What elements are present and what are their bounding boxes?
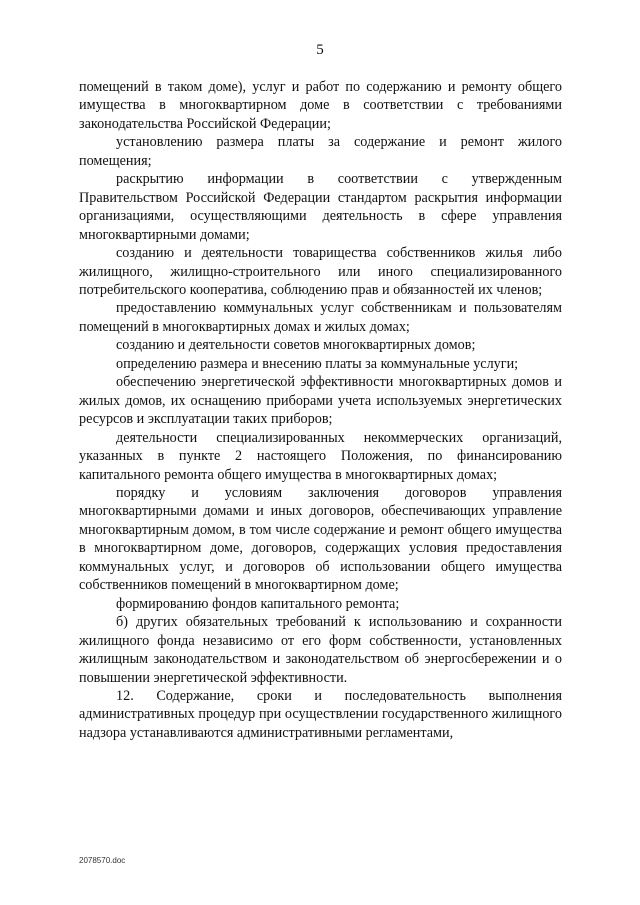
paragraph-9: деятельности специализированных некоммерческих организаций, указанных в пункте 2 настоящего Положения, по финансированию капитального ремонта общего имущества в многоквартирных домах; — [79, 429, 562, 483]
paragraph-11: формированию фондов капитального ремонта; — [116, 595, 400, 612]
paragraph-4: созданию и деятельности товарищества собственников жилья либо жилищного, жилищно-строительного или иного специализированного потребительского кооператива, соблюдению прав и обязанностей их членов; — [79, 245, 562, 298]
document-filename: 2078570.doc — [79, 856, 126, 865]
paragraph-5: предоставлению коммунальных услуг собственникам и пользователям помещений в многоквартирных домах и жилых домах; — [79, 300, 562, 335]
paragraph-7: определению размера и внесению платы за коммунальные услуги; — [116, 355, 519, 372]
document-body — [79, 78, 562, 742]
paragraph-13: 12. Содержание, сроки и последовательность выполнения административных процедур при осуществлении государственного жилищного надзора устанавливаются административными регламентами, — [79, 687, 562, 741]
paragraph-3: раскрытию информации в соответствии с утвержденным Правительством Российской Федерации стандартом раскрытия информации организациями, осуществляющими деятельность в сфере управления многоквартирными домами; — [79, 171, 562, 243]
paragraph-6: созданию и деятельности советов многоквартирных домов; — [116, 337, 476, 354]
paragraph-12: б) других обязательных требований к использованию и сохранности жилищного фонда независимо от его форм собственности, установленных жилищным законодательством и законодательством об энергосбережении и о повышении энергетической эффективности. — [79, 614, 562, 686]
paragraph-1: помещений в таком доме), услуг и работ по содержанию и ремонту общего имущества в многоквартирном доме в соответствии с требованиями законодательства Российской Федерации; — [79, 79, 562, 132]
paragraph-2: установлению размера платы за содержание и ремонт жилого помещения; — [79, 134, 562, 169]
paragraph-10: порядку и условиям заключения договоров управления многоквартирными домами и иных договоров, обеспечивающих управление многоквартирным домом, в том числе содержание и ремонт общего имущества в многоквартирном доме, договоров, содержащих условия предоставления коммунальных услуг, и договоров об использовании общего имущества собственников помещений в многоквартирном доме; — [79, 484, 562, 594]
page-number: 5 — [316, 42, 324, 58]
paragraph-8: обеспечению энергетической эффективности многоквартирных домов и жилых домов, их оснащению приборами учета используемых энергетических ресурсов и эксплуатации таких приборов; — [79, 374, 562, 428]
